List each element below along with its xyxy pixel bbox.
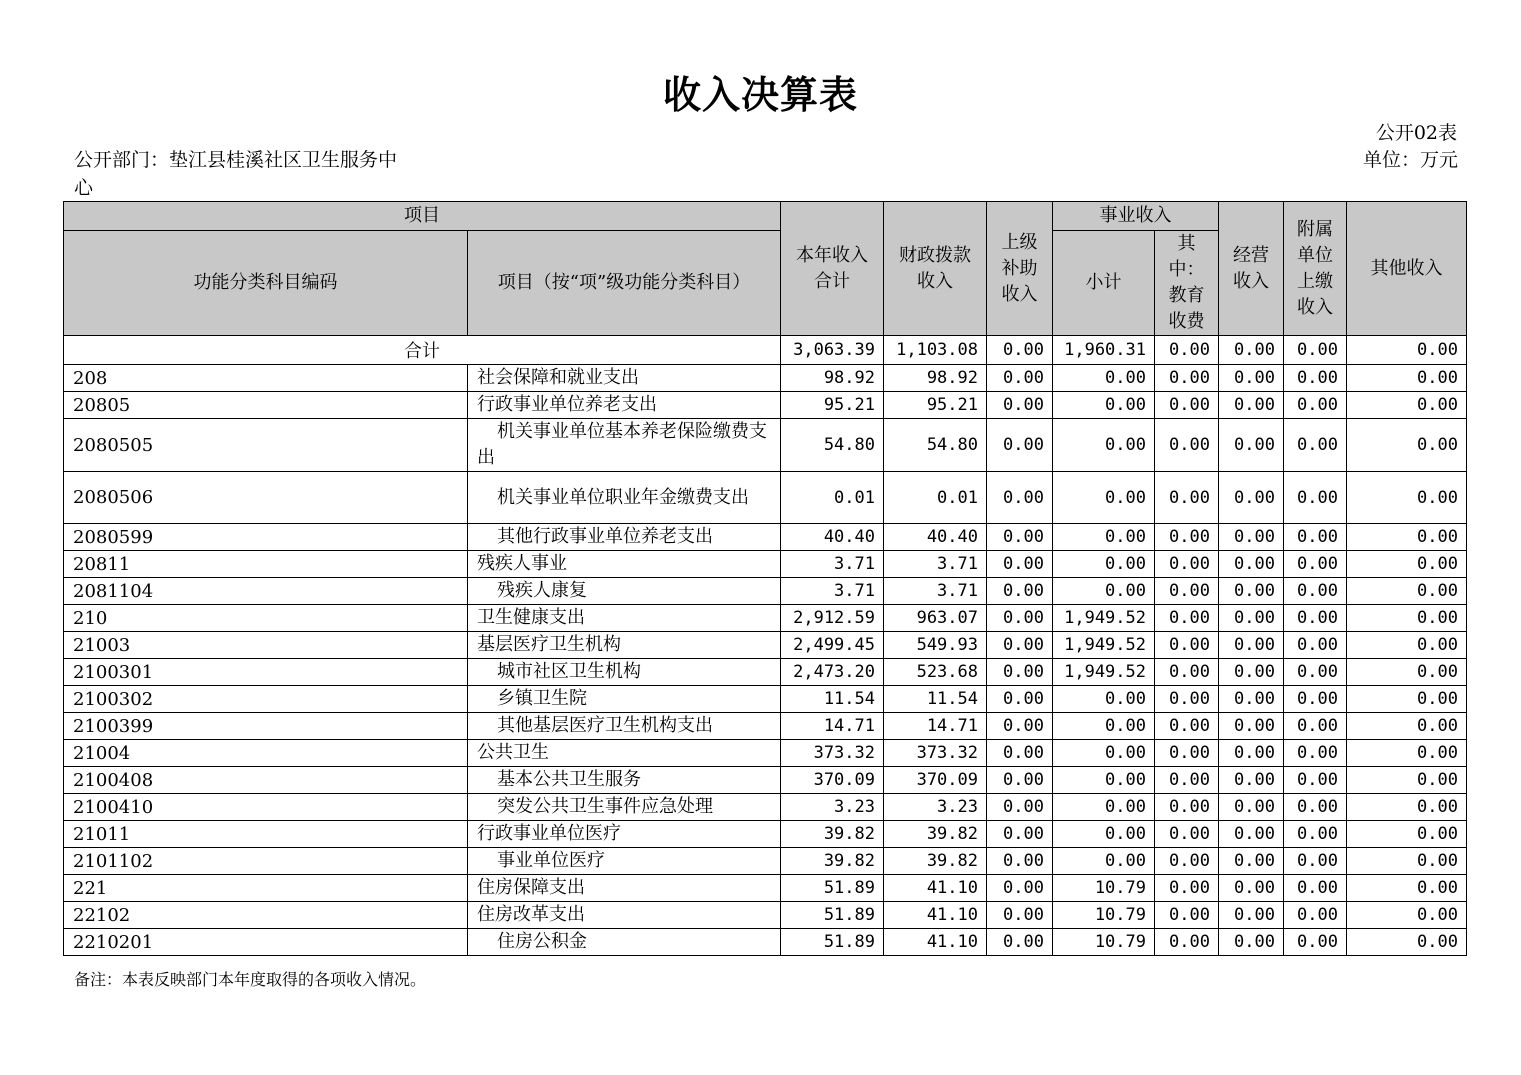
row-value: 0.00 <box>1347 551 1467 578</box>
row-value: 0.00 <box>1284 713 1347 740</box>
row-code: 22102 <box>64 902 468 929</box>
total-row <box>64 336 1467 365</box>
form-number: 公开02表 <box>1375 122 1457 144</box>
row-value: 0.00 <box>1347 605 1467 632</box>
row-value: 0.00 <box>1284 848 1347 875</box>
row-value: 0.00 <box>1219 929 1284 956</box>
row-value: 0.00 <box>1053 472 1155 524</box>
row-value: 0.00 <box>1284 365 1347 392</box>
row-value: 0.01 <box>884 472 987 524</box>
row-value: 0.00 <box>987 659 1053 686</box>
row-value: 0.00 <box>1347 365 1467 392</box>
row-value: 0.00 <box>1219 821 1284 848</box>
row-value: 0.00 <box>1347 472 1467 524</box>
table-row <box>64 902 1467 929</box>
row-value: 0.00 <box>1155 365 1219 392</box>
row-value: 0.00 <box>1219 794 1284 821</box>
row-code: 208 <box>64 365 468 392</box>
table-row <box>64 392 1467 419</box>
table-row <box>64 875 1467 902</box>
row-name: 机关事业单位职业年金缴费支出 <box>468 472 781 524</box>
unit-label: 单位：万元 <box>1362 149 1458 171</box>
row-value: 0.00 <box>1284 686 1347 713</box>
row-value: 0.00 <box>1155 605 1219 632</box>
total-value: 0.00 <box>987 336 1053 365</box>
row-name: 住房公积金 <box>468 929 781 956</box>
row-value: 0.00 <box>1053 578 1155 605</box>
row-value: 0.00 <box>1053 686 1155 713</box>
row-code: 210 <box>64 605 468 632</box>
row-value: 0.00 <box>1347 929 1467 956</box>
row-value: 0.00 <box>1155 686 1219 713</box>
row-value: 98.92 <box>884 365 987 392</box>
row-value: 0.00 <box>1219 686 1284 713</box>
row-value: 0.00 <box>987 740 1053 767</box>
row-value: 0.00 <box>1155 632 1219 659</box>
table-row <box>64 578 1467 605</box>
row-value: 370.09 <box>884 767 987 794</box>
row-value: 0.00 <box>1284 740 1347 767</box>
row-value: 0.00 <box>987 392 1053 419</box>
row-value: 41.10 <box>884 875 987 902</box>
row-name: 突发公共卫生事件应急处理 <box>468 794 781 821</box>
row-name: 基本公共卫生服务 <box>468 767 781 794</box>
row-value: 0.00 <box>987 632 1053 659</box>
row-value: 1,949.52 <box>1053 605 1155 632</box>
row-value: 0.00 <box>1347 875 1467 902</box>
total-value: 0.00 <box>1155 336 1219 365</box>
row-value: 0.00 <box>1347 767 1467 794</box>
row-value: 0.00 <box>1053 794 1155 821</box>
row-value: 0.00 <box>1219 767 1284 794</box>
row-value: 51.89 <box>781 902 884 929</box>
table-row <box>64 713 1467 740</box>
row-value: 0.00 <box>1219 713 1284 740</box>
row-value: 2,912.59 <box>781 605 884 632</box>
row-value: 0.00 <box>1284 902 1347 929</box>
row-name: 住房改革支出 <box>468 902 781 929</box>
row-value: 0.00 <box>987 578 1053 605</box>
row-value: 0.00 <box>1284 419 1347 472</box>
row-value: 0.00 <box>1053 848 1155 875</box>
row-value: 0.00 <box>1284 578 1347 605</box>
row-value: 0.00 <box>987 365 1053 392</box>
row-value: 40.40 <box>781 524 884 551</box>
row-name: 公共卫生 <box>468 740 781 767</box>
header-other: 其他收入 <box>1347 202 1467 336</box>
row-name: 其他基层医疗卫生机构支出 <box>468 713 781 740</box>
row-value: 0.00 <box>1053 713 1155 740</box>
header-name: 项目（按“项”级功能分类科目） <box>468 231 781 336</box>
row-value: 0.00 <box>1053 392 1155 419</box>
row-code: 221 <box>64 875 468 902</box>
page-title: 收入决算表 <box>662 72 858 117</box>
row-value: 0.00 <box>1347 713 1467 740</box>
table-row <box>64 419 1467 472</box>
row-value: 0.00 <box>987 686 1053 713</box>
table-row <box>64 605 1467 632</box>
row-value: 3.71 <box>884 578 987 605</box>
row-name: 乡镇卫生院 <box>468 686 781 713</box>
table-row <box>64 551 1467 578</box>
row-value: 0.00 <box>1347 848 1467 875</box>
row-value: 0.00 <box>1155 713 1219 740</box>
row-value: 0.00 <box>987 767 1053 794</box>
header-project: 项目 <box>64 202 781 231</box>
row-value: 39.82 <box>884 821 987 848</box>
row-value: 549.93 <box>884 632 987 659</box>
row-code: 2100301 <box>64 659 468 686</box>
row-value: 0.00 <box>1053 419 1155 472</box>
table-row <box>64 365 1467 392</box>
row-value: 2,499.45 <box>781 632 884 659</box>
row-code: 20811 <box>64 551 468 578</box>
row-value: 0.00 <box>1219 551 1284 578</box>
row-name: 卫生健康支出 <box>468 605 781 632</box>
total-value: 1,960.31 <box>1053 336 1155 365</box>
row-value: 373.32 <box>781 740 884 767</box>
row-name: 行政事业单位医疗 <box>468 821 781 848</box>
row-value: 0.00 <box>1053 365 1155 392</box>
row-value: 14.71 <box>884 713 987 740</box>
row-value: 3.23 <box>884 794 987 821</box>
row-value: 0.00 <box>1347 632 1467 659</box>
row-value: 0.00 <box>1284 632 1347 659</box>
row-value: 0.00 <box>1155 551 1219 578</box>
department-label: 公开部门：垫江县桂溪社区卫生服务中心 <box>74 149 398 199</box>
row-code: 20805 <box>64 392 468 419</box>
row-value: 0.00 <box>1284 767 1347 794</box>
table-row <box>64 472 1467 524</box>
row-value: 0.00 <box>987 524 1053 551</box>
row-value: 0.00 <box>1284 794 1347 821</box>
total-value: 0.00 <box>1219 336 1284 365</box>
row-value: 0.00 <box>1347 578 1467 605</box>
row-value: 0.00 <box>1155 740 1219 767</box>
row-name: 事业单位医疗 <box>468 848 781 875</box>
row-value: 0.00 <box>1219 848 1284 875</box>
row-value: 0.00 <box>1347 392 1467 419</box>
row-value: 0.00 <box>1347 740 1467 767</box>
header-total: 本年收入合计 <box>781 202 884 336</box>
row-value: 0.00 <box>987 848 1053 875</box>
row-code: 2080599 <box>64 524 468 551</box>
row-value: 0.00 <box>1347 659 1467 686</box>
row-value: 0.00 <box>1219 419 1284 472</box>
header-subtotal: 小计 <box>1053 231 1155 336</box>
total-value: 1,103.08 <box>884 336 987 365</box>
row-value: 0.00 <box>1155 578 1219 605</box>
row-value: 0.00 <box>1219 392 1284 419</box>
row-value: 54.80 <box>781 419 884 472</box>
row-value: 0.00 <box>1155 524 1219 551</box>
row-value: 1,949.52 <box>1053 632 1155 659</box>
row-value: 11.54 <box>884 686 987 713</box>
header-affiliated: 附属单位上缴收入 <box>1284 202 1347 336</box>
row-value: 0.00 <box>1219 365 1284 392</box>
row-name: 行政事业单位养老支出 <box>468 392 781 419</box>
row-value: 0.00 <box>1155 821 1219 848</box>
row-code: 2100408 <box>64 767 468 794</box>
row-value: 0.00 <box>1155 419 1219 472</box>
row-value: 0.00 <box>1347 794 1467 821</box>
row-value: 10.79 <box>1053 929 1155 956</box>
row-name: 其他行政事业单位养老支出 <box>468 524 781 551</box>
row-value: 0.00 <box>1053 524 1155 551</box>
header-operating: 经营收入 <box>1219 202 1284 336</box>
row-value: 0.00 <box>1219 740 1284 767</box>
table-row <box>64 740 1467 767</box>
row-code: 2100399 <box>64 713 468 740</box>
row-value: 0.00 <box>1155 875 1219 902</box>
row-value: 0.00 <box>1284 929 1347 956</box>
row-value: 0.00 <box>987 929 1053 956</box>
row-value: 0.00 <box>987 551 1053 578</box>
row-value: 963.07 <box>884 605 987 632</box>
row-value: 0.00 <box>1155 659 1219 686</box>
row-value: 0.00 <box>987 821 1053 848</box>
row-value: 0.00 <box>1053 551 1155 578</box>
row-value: 0.00 <box>1219 524 1284 551</box>
row-value: 0.00 <box>1347 419 1467 472</box>
row-value: 370.09 <box>781 767 884 794</box>
row-code: 2080506 <box>64 472 468 524</box>
row-value: 0.00 <box>1155 472 1219 524</box>
row-code: 2100410 <box>64 794 468 821</box>
table-row <box>64 524 1467 551</box>
row-value: 0.00 <box>987 472 1053 524</box>
row-value: 0.00 <box>987 419 1053 472</box>
row-value: 0.00 <box>1219 472 1284 524</box>
row-value: 0.00 <box>987 902 1053 929</box>
table-row <box>64 821 1467 848</box>
row-value: 0.00 <box>1219 605 1284 632</box>
header-business: 事业收入 <box>1053 202 1219 231</box>
row-value: 0.00 <box>1155 848 1219 875</box>
header-education: 其中：教育收费 <box>1155 231 1219 336</box>
row-value: 0.00 <box>1347 902 1467 929</box>
table-row <box>64 632 1467 659</box>
row-value: 0.00 <box>1155 929 1219 956</box>
table-row <box>64 929 1467 956</box>
row-value: 95.21 <box>781 392 884 419</box>
income-table <box>63 201 1467 956</box>
row-value: 0.00 <box>1155 794 1219 821</box>
row-value: 51.89 <box>781 929 884 956</box>
row-value: 11.54 <box>781 686 884 713</box>
row-value: 0.00 <box>1284 524 1347 551</box>
row-value: 14.71 <box>781 713 884 740</box>
row-value: 0.00 <box>1155 392 1219 419</box>
row-name: 城市社区卫生机构 <box>468 659 781 686</box>
row-value: 0.00 <box>1219 875 1284 902</box>
row-value: 523.68 <box>884 659 987 686</box>
row-value: 0.00 <box>1219 659 1284 686</box>
row-name: 残疾人事业 <box>468 551 781 578</box>
row-name: 基层医疗卫生机构 <box>468 632 781 659</box>
header-code: 功能分类科目编码 <box>64 231 468 336</box>
row-code: 21004 <box>64 740 468 767</box>
row-value: 10.79 <box>1053 902 1155 929</box>
row-value: 0.00 <box>1347 821 1467 848</box>
row-value: 0.00 <box>987 713 1053 740</box>
row-value: 40.40 <box>884 524 987 551</box>
row-value: 0.00 <box>1219 578 1284 605</box>
row-value: 3.71 <box>884 551 987 578</box>
row-code: 2210201 <box>64 929 468 956</box>
row-value: 0.00 <box>1053 767 1155 794</box>
row-code: 2100302 <box>64 686 468 713</box>
row-value: 0.00 <box>1155 902 1219 929</box>
row-value: 51.89 <box>781 875 884 902</box>
row-value: 0.00 <box>987 605 1053 632</box>
total-value: 0.00 <box>1347 336 1467 365</box>
total-label: 合计 <box>64 336 781 365</box>
row-name: 机关事业单位基本养老保险缴费支出 <box>468 419 781 472</box>
row-value: 0.00 <box>987 875 1053 902</box>
row-value: 39.82 <box>884 848 987 875</box>
row-value: 3.23 <box>781 794 884 821</box>
row-value: 10.79 <box>1053 875 1155 902</box>
row-value: 0.00 <box>1284 605 1347 632</box>
table-row <box>64 659 1467 686</box>
table-row <box>64 794 1467 821</box>
table-row <box>64 767 1467 794</box>
row-value: 0.00 <box>987 794 1053 821</box>
row-value: 0.00 <box>1347 686 1467 713</box>
footnote: 备注：本表反映部门本年度取得的各项收入情况。 <box>74 970 427 989</box>
total-value: 0.00 <box>1284 336 1347 365</box>
row-value: 0.00 <box>1284 821 1347 848</box>
row-value: 98.92 <box>781 365 884 392</box>
row-value: 0.00 <box>1053 740 1155 767</box>
row-name: 住房保障支出 <box>468 875 781 902</box>
row-code: 21011 <box>64 821 468 848</box>
row-name: 残疾人康复 <box>468 578 781 605</box>
row-value: 0.00 <box>1284 875 1347 902</box>
row-value: 0.01 <box>781 472 884 524</box>
row-code: 21003 <box>64 632 468 659</box>
row-code: 2080505 <box>64 419 468 472</box>
row-value: 41.10 <box>884 929 987 956</box>
table-row <box>64 686 1467 713</box>
row-value: 0.00 <box>1219 632 1284 659</box>
row-value: 0.00 <box>1155 767 1219 794</box>
header-superior: 上级补助收入 <box>987 202 1053 336</box>
row-value: 0.00 <box>1284 472 1347 524</box>
header-fiscal: 财政拨款收入 <box>884 202 987 336</box>
row-value: 95.21 <box>884 392 987 419</box>
row-name: 社会保障和就业支出 <box>468 365 781 392</box>
row-code: 2101102 <box>64 848 468 875</box>
row-value: 0.00 <box>1219 902 1284 929</box>
row-value: 0.00 <box>1284 551 1347 578</box>
row-value: 0.00 <box>1284 659 1347 686</box>
row-value: 39.82 <box>781 821 884 848</box>
total-value: 3,063.39 <box>781 336 884 365</box>
table-row <box>64 848 1467 875</box>
row-value: 41.10 <box>884 902 987 929</box>
row-code: 2081104 <box>64 578 468 605</box>
row-value: 1,949.52 <box>1053 659 1155 686</box>
row-value: 373.32 <box>884 740 987 767</box>
row-value: 0.00 <box>1347 524 1467 551</box>
row-value: 0.00 <box>1284 392 1347 419</box>
row-value: 3.71 <box>781 578 884 605</box>
row-value: 3.71 <box>781 551 884 578</box>
row-value: 2,473.20 <box>781 659 884 686</box>
row-value: 0.00 <box>1053 821 1155 848</box>
row-value: 39.82 <box>781 848 884 875</box>
row-value: 54.80 <box>884 419 987 472</box>
